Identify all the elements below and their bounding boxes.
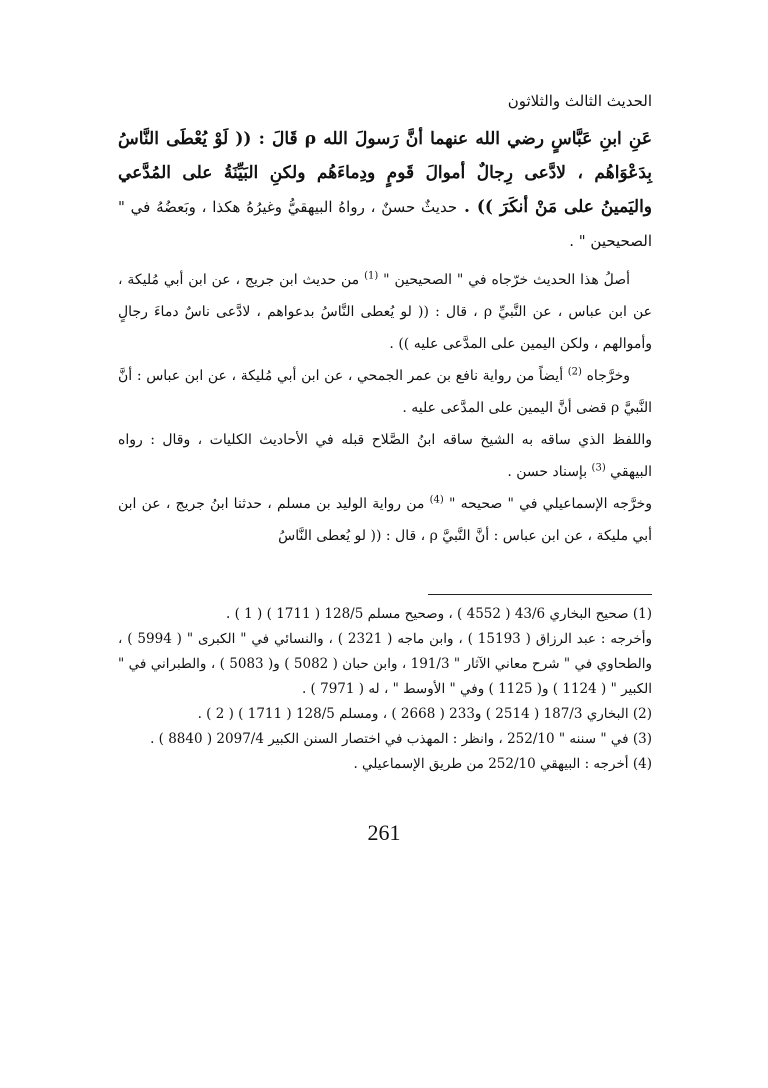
paragraph-1 — [118, 264, 652, 360]
paragraph-4-rest: من رواية الوليد بن مسلم ، حدثنا ابنُ جريج ، عن ابن أبي مليكة ، عن ابن عباس : أنَّ النَّبيَّ ρ ، قال : (( لو يُعطى النَّاسُ — [118, 496, 652, 544]
paragraph-2-text: وخرَّجاه — [581, 368, 630, 384]
paragraph-3-rest: بإسناد حسن . — [507, 464, 592, 480]
page-number: 261 — [367, 820, 401, 845]
footnote-ref-1: (1) — [364, 270, 379, 282]
commentary — [118, 264, 652, 552]
footnote-1: (1) صحيح البخاري 43/6 ( 4552 ) ، وصحيح مسلم 128/5 ( 1711 ) ( 1 ) . — [226, 606, 652, 622]
footnote-divider — [428, 594, 652, 595]
footnote-1-continued: وأخرجه : عبد الرزاق ( 15193 ) ، وابن ماجه ( 2321 ) ، والنسائي في " الكبرى " ( 5994 ) ، والطحاوي في " شرح معاني الآثار " 191/3 ، وابن حبان ( 5082 ) و( 5083 ) ، والطبراني في " الكبير " ( 1124 ) و( 1125 ) وفي " الأوسط " ، له ( 7971 ) . — [118, 631, 652, 697]
paragraph-1-text: أصلُ هذا الحديث خرّجاه في " الصحيحين " — [378, 272, 631, 288]
paragraph-1-rest: من حديث ابن جريج ، عن ابن أبي مُليكة ، عن ابن عباس ، عن النَّبيِّ ρ ، قال : (( لو يُعطى النَّاسُ بدعواهم ، لادَّعى ناسٌ دماءَ رجالٍ وأموالهم ، ولكن اليمين على المدَّعى عليه )) . — [118, 272, 652, 352]
footnote-2: (2) البخاري 187/3 ( 2514 ) و233 ( 2668 ) ، ومسلم 128/5 ( 1711 ) ( 2 ) . — [197, 706, 652, 722]
footnote-3: (3) في " سننه " 252/10 ، وانظر : المهذب في اختصار السنن الكبير 2097/4 ( 8840 ) . — [150, 731, 652, 747]
footnote-ref-3: (3) — [591, 462, 606, 474]
paragraph-3-text: واللفظ الذي ساقه به الشيخ ساقه ابنُ الصَّلاح قبله في الأحاديث الكليات ، وقال : رواه البيهقي — [118, 432, 652, 480]
hadith-matn: عَنِ ابنِ عَبَّاسٍ رضي الله عنهما أنَّ رَسولَ الله ρ قَالَ : (( لَوْ يُعْطَى النَّاسُ بِدَعْوَاهُم ، لادَّعى رِجالٌ أموالَ قَومٍ ودِماءَهُم ولكنِ البَيِّنَةُ على المُدَّعي واليَمينُ على مَنْ أنكَرَ )) . — [118, 129, 653, 217]
footnotes — [118, 602, 652, 777]
paragraph-4 — [118, 488, 652, 552]
footnote-ref-4: (4) — [429, 494, 444, 506]
paragraph-2 — [118, 360, 652, 424]
hadith-grading: حديثٌ حسنٌ ، رواهُ البيهقيُّ وغيرُهُ هكذا ، وبَعضُهُ في " الصحيحين " . — [118, 198, 652, 250]
footnote-ref-2: (2) — [567, 366, 582, 378]
footnote-4: (4) أخرجه : البيهقي 252/10 من طريق الإسماعيلي . — [353, 756, 652, 772]
hadith-text — [118, 122, 652, 258]
paragraph-2-rest: أيضاً من رواية نافع بن عمر الجمحي ، عن ابن أبي مُليكة ، عن ابن عباس : أنَّ النَّبيَّ ρ قضى أنَّ اليمين على المدَّعى عليه . — [118, 368, 652, 416]
paragraph-3 — [118, 424, 652, 488]
paragraph-4-text: وخرَّجه الإسماعيلي في " صحيحه " — [443, 496, 653, 512]
chapter-title: الحديث الثالث والثلاثون — [507, 92, 652, 110]
